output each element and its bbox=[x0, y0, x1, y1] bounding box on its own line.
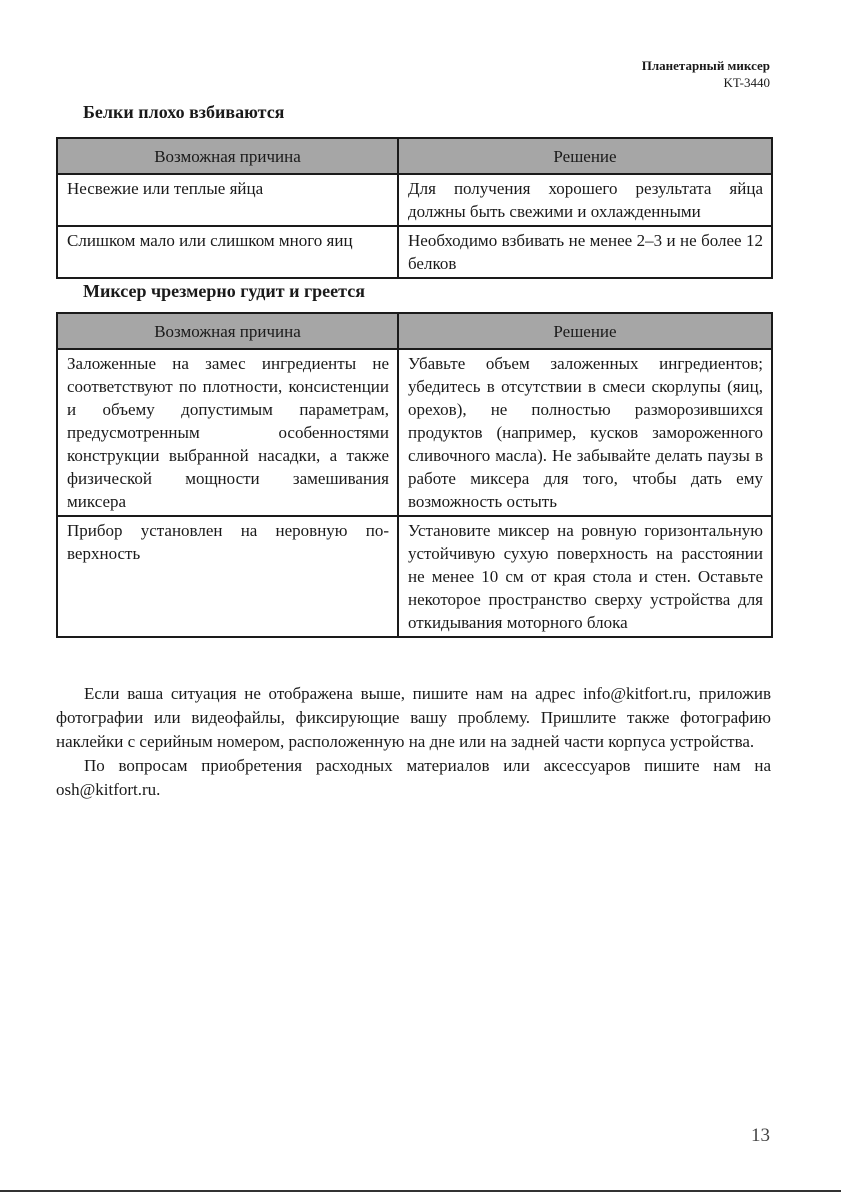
troubleshooting-table-mixer-noise bbox=[56, 312, 773, 638]
page-edge-line bbox=[0, 1190, 841, 1192]
contact-text bbox=[56, 682, 771, 802]
column-header-solution: Решение bbox=[398, 313, 772, 349]
contact-paragraph: Если ваша ситуация не отображена выше, пишите нам на адрес info@kitfort.ru, приложив фотографии или видеофайлы, фиксирующие вашу проблему. Пришлите также фотографию наклейки с серийным номером, расположенную на дне или на задней части корпуса устройства. bbox=[56, 684, 771, 751]
solution-cell: Установите миксер на ровную горизонтальную устойчивую сухую поверхность на расстоянии не менее 10 см от края стола и стен. Оставьте некоторое пространство сверху устройства для откидывания моторного блока bbox=[398, 516, 772, 637]
product-model: KT-3440 bbox=[723, 75, 770, 90]
table-header-row bbox=[57, 138, 772, 174]
solution-cell: Убавьте объем заложенных ингредиентов; убедитесь в отсутствии в смеси скорлупы (яиц, орехов), не полностью разморозившихся продуктов (например, кусков замороженного сливочного масла). Не забывайте делать паузы в работе миксера для того, чтобы дать ему возможность остыть bbox=[398, 349, 772, 516]
section-heading-mixer-noise: Миксер чрезмерно гудит и греется bbox=[83, 281, 365, 301]
running-header bbox=[642, 57, 770, 91]
table-row bbox=[57, 349, 772, 516]
table-row bbox=[57, 226, 772, 278]
cause-cell: Прибор установлен на неровную поверхность bbox=[57, 516, 398, 637]
table-row bbox=[57, 516, 772, 637]
cause-cell: Заложенные на замес ингредиенты не соответствуют по плотности, консистенции и объему допустимым параметрам, предусмотренным особенностями конструкции выбранной насадки, а также физической мощности замешивания миксера bbox=[57, 349, 398, 516]
accessories-paragraph: По вопросам приобретения расходных материалов или аксессуаров пишите нам на osh@kitfort.ru. bbox=[56, 756, 771, 799]
cause-cell: Несвежие или теплые яйца bbox=[57, 174, 398, 226]
troubleshooting-table-egg-whites bbox=[56, 137, 773, 279]
page-number: 13 bbox=[751, 1125, 770, 1146]
cause-cell: Слишком мало или слишком много яиц bbox=[57, 226, 398, 278]
column-header-cause: Возможная причина bbox=[57, 138, 398, 174]
solution-cell: Для получения хорошего результата яйца должны быть свежими и охлажденными bbox=[398, 174, 772, 226]
column-header-solution: Решение bbox=[398, 138, 772, 174]
section-heading-egg-whites: Белки плохо взбиваются bbox=[83, 102, 285, 122]
table-row bbox=[57, 174, 772, 226]
column-header-cause: Возможная причина bbox=[57, 313, 398, 349]
table-header-row bbox=[57, 313, 772, 349]
product-title: Планетарный миксер bbox=[641, 58, 770, 73]
solution-cell: Необходимо взбивать не менее 2–3 и не более 12 белков bbox=[398, 226, 772, 278]
